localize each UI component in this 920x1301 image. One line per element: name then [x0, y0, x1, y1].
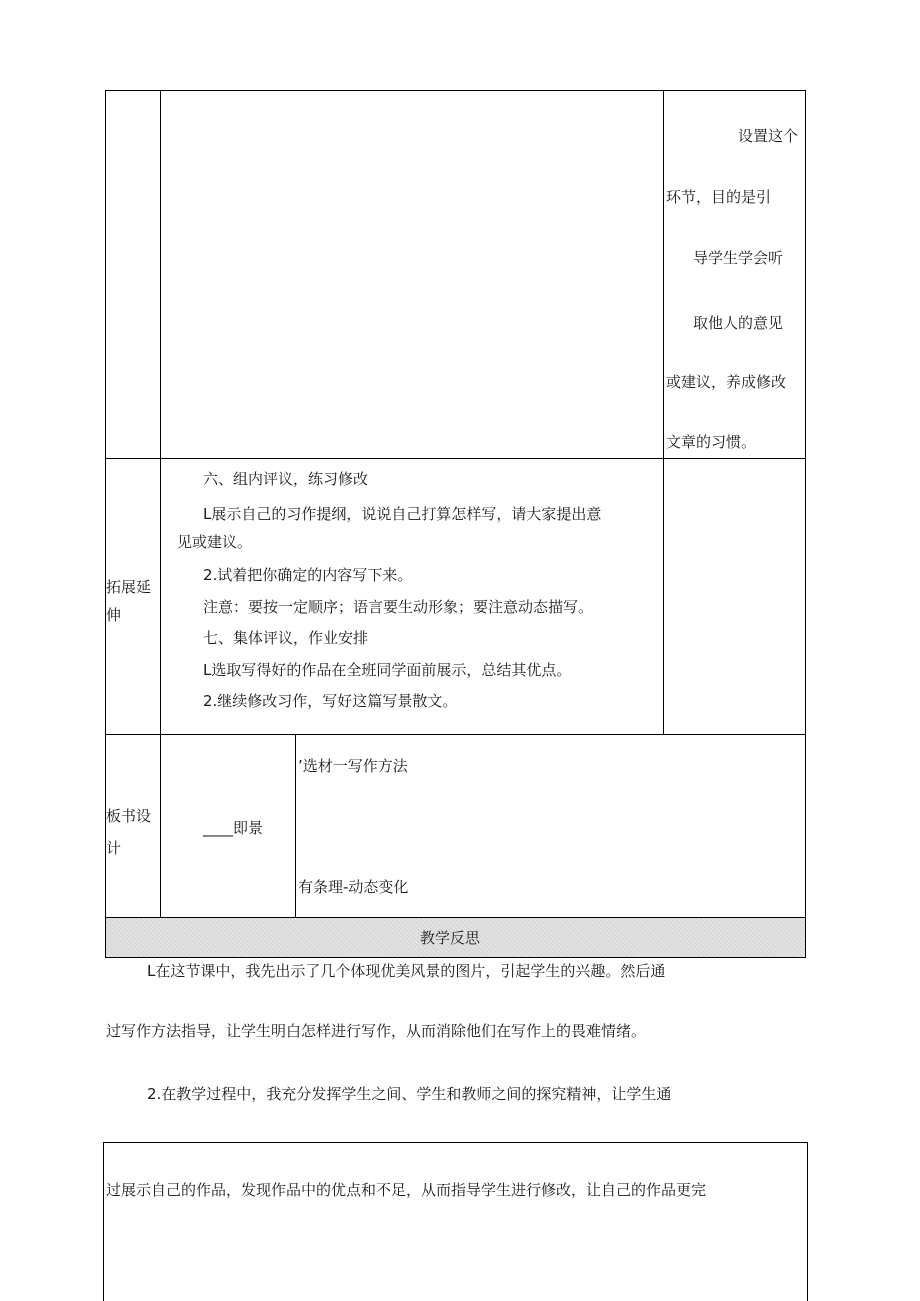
extension-line: 六、组内评议，练习修改	[203, 470, 369, 488]
extension-line: L选取写得好的作品在全班同学面前展示，总结其优点。	[203, 661, 572, 679]
reflection-line: 过写作方法指导，让学生明白怎样进行写作，从而消除他们在写作上的畏难情绪。	[106, 1022, 647, 1040]
extension-label: 拓展延	[106, 578, 152, 596]
extension-line: 见或建议。	[177, 533, 253, 551]
row-divider-2	[105, 734, 806, 735]
row-divider-1	[105, 458, 806, 459]
extension-line: 七、集体评议，作业安排	[203, 629, 369, 647]
note-line: 或建议，养成修改	[666, 373, 787, 391]
label-column-divider	[160, 90, 161, 917]
note-line: 文章的习惯。	[666, 433, 757, 451]
notes-column-divider	[663, 90, 664, 734]
board-right-top: ’选材一写作方法	[298, 757, 408, 775]
reflection-line: 2.在教学过程中，我充分发挥学生之间、学生和教师之间的探究精神，让学生通	[147, 1085, 672, 1103]
extension-line: 2.继续修改习作，写好这篇写景散文。	[203, 692, 458, 710]
reflection-line: 过展示自己的作品，发现作品中的优点和不足，从而指导学生进行修改，让自己的作品更完	[106, 1181, 707, 1199]
lower-box-top	[103, 1142, 808, 1143]
board-label: 计	[106, 839, 122, 857]
lower-box-right	[807, 1142, 808, 1301]
extension-label: 伸	[106, 606, 122, 624]
board-inner-divider	[295, 734, 296, 917]
lower-box-left	[103, 1142, 104, 1301]
reflection-header: 教学反思	[420, 929, 481, 947]
board-right-bottom: 有条理-动态变化	[298, 878, 409, 896]
board-center: ____即景	[203, 819, 264, 837]
table-border-top	[105, 90, 806, 91]
board-label: 板书设	[106, 807, 152, 825]
table-border-left	[105, 90, 106, 958]
note-line: 环节，目的是引	[666, 188, 772, 206]
reflection-line: L在这节课中，我先出示了几个体现优美风景的图片，引起学生的兴趣。然后通	[147, 962, 666, 980]
note-line: 取他人的意见	[693, 314, 784, 332]
note-line: 导学生学会听	[693, 249, 784, 267]
extension-line: 2.试着把你确定的内容写下来。	[203, 566, 413, 584]
table-border-right	[805, 90, 806, 958]
note-line: 设置这个	[738, 127, 799, 145]
extension-line: L展示自己的习作提纲，说说自己打算怎样写，请大家提出意	[203, 505, 602, 523]
row-divider-4	[105, 957, 806, 958]
extension-line: 注意：要按一定顺序；语言要生动形象；要注意动态描写。	[203, 598, 594, 616]
